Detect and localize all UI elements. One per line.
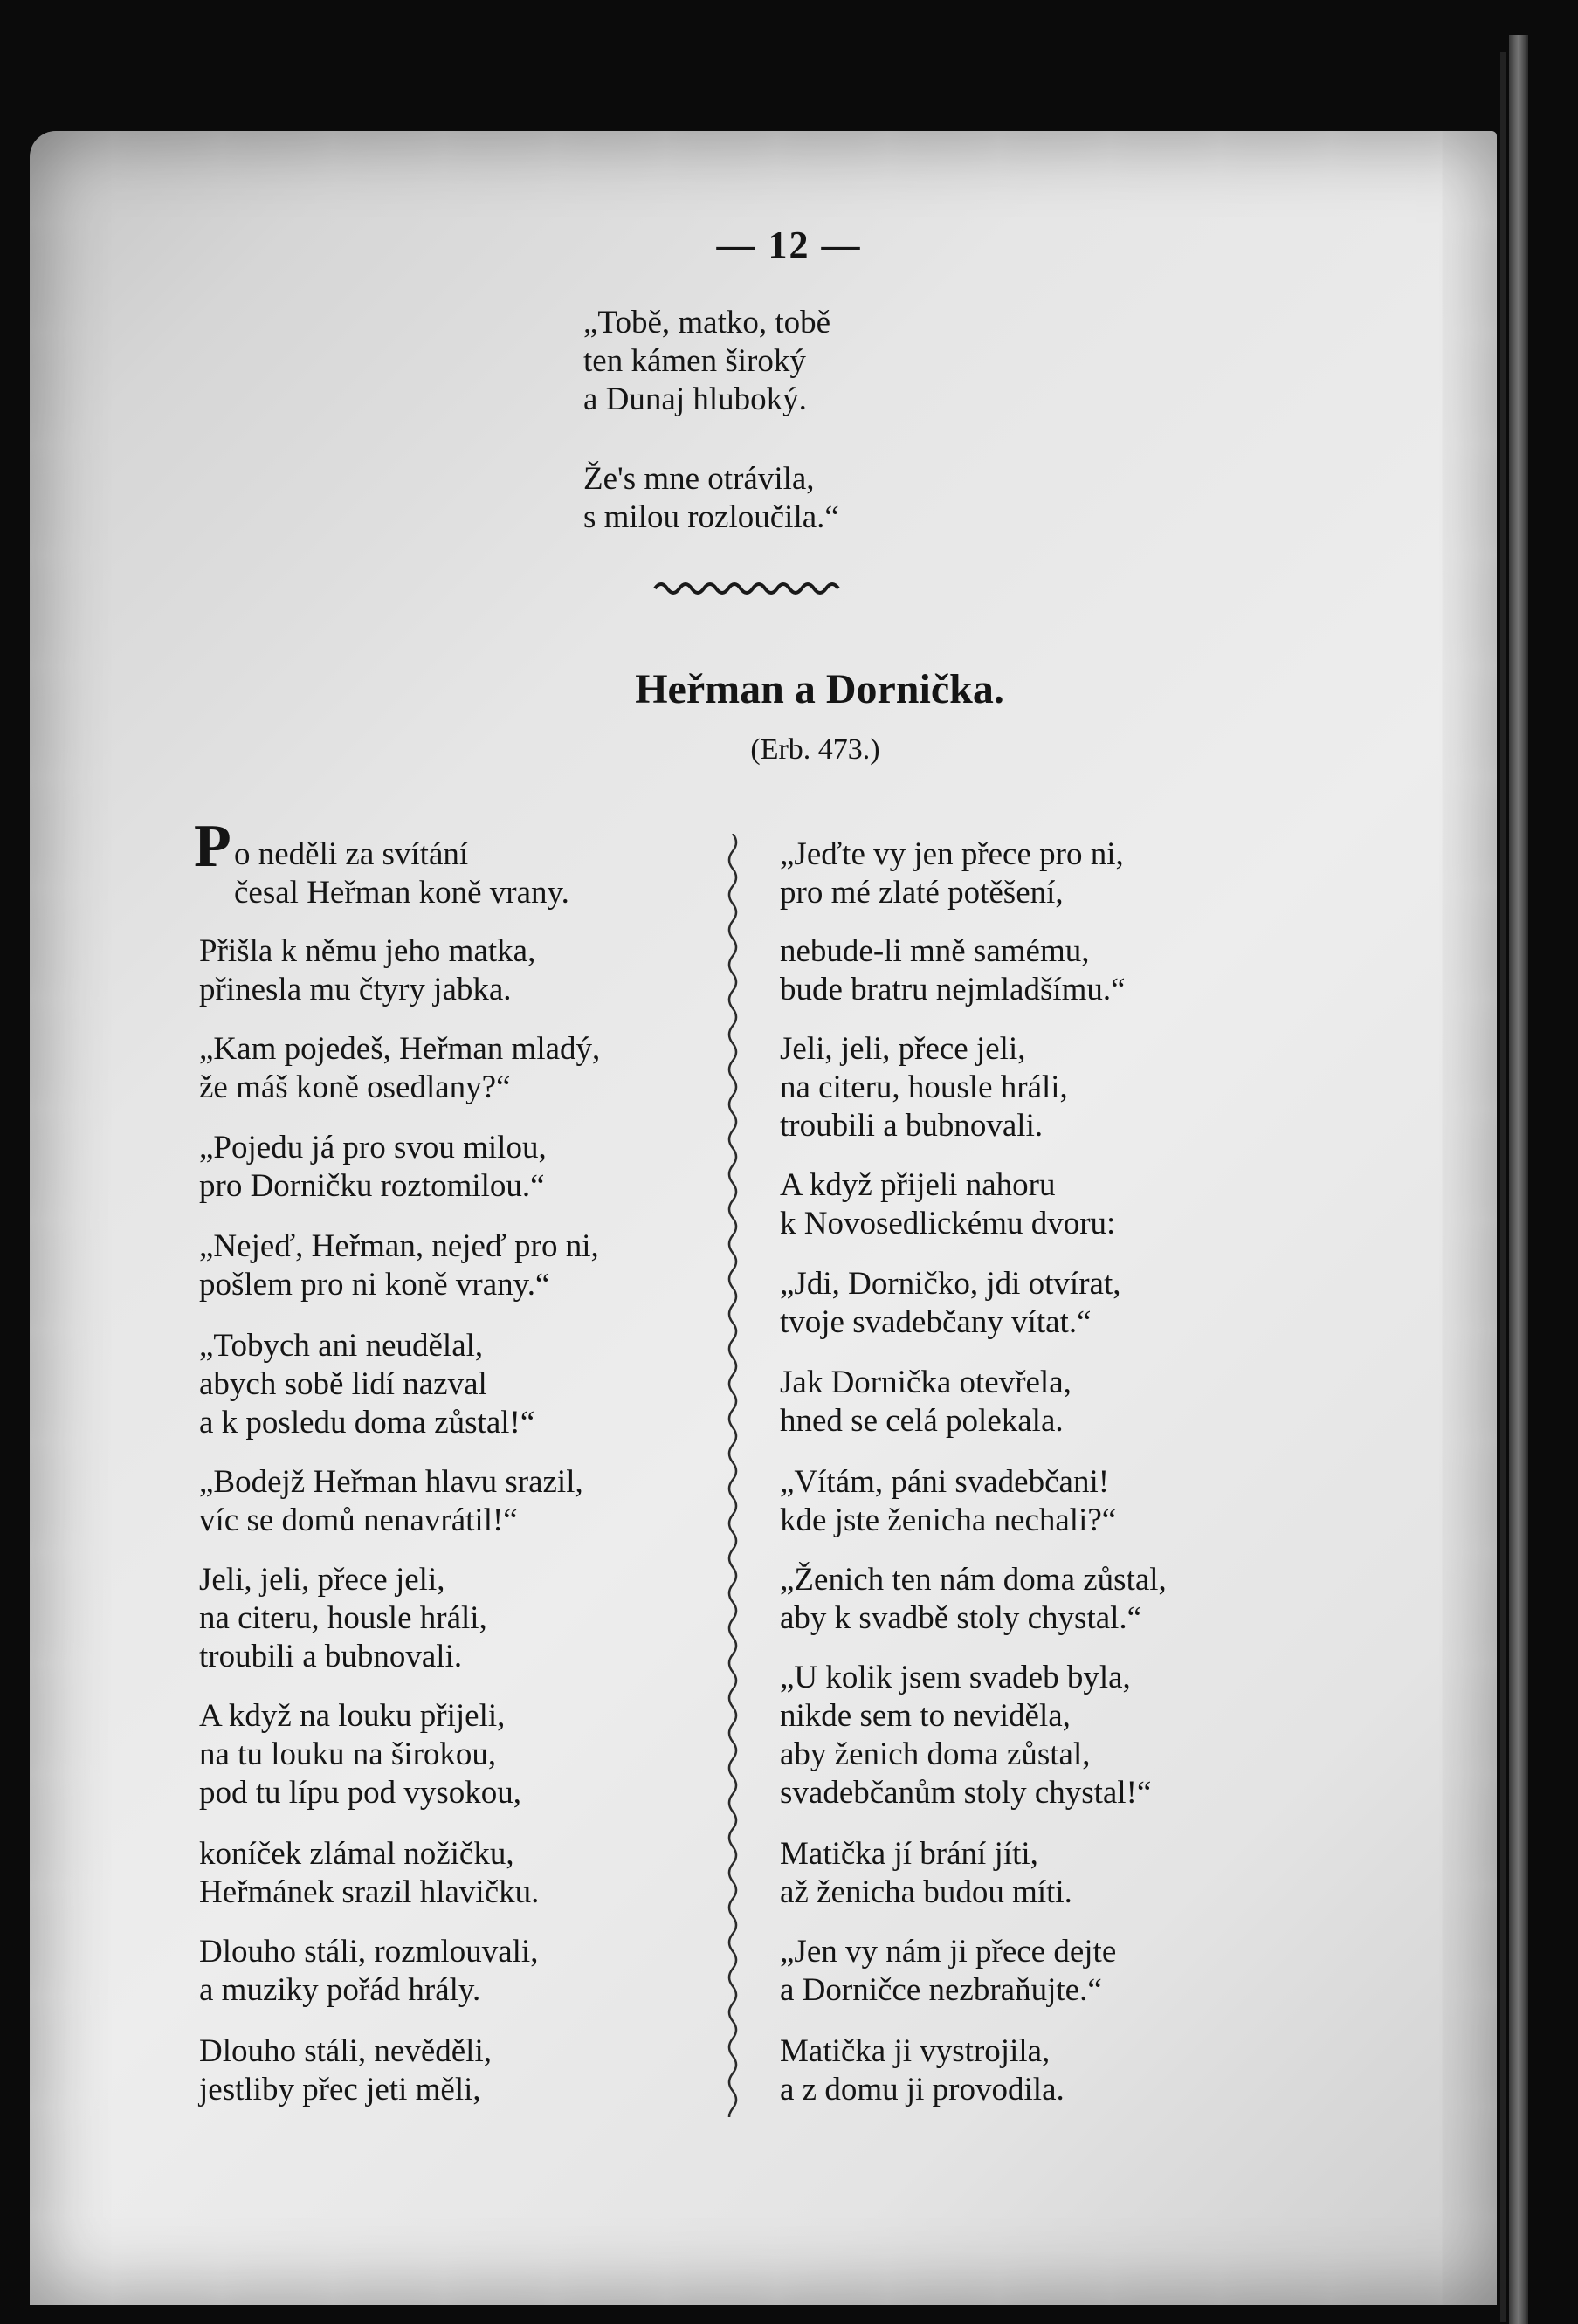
book-edge	[1509, 35, 1528, 2324]
right-stanza-7: „Vítám, páni svadebčani! kde jste ženicha nechali?“	[780, 1464, 1117, 1538]
left-stanza-8: Jeli, jeli, přece jeli, na citeru, housle hráli, troubili a bubnovali.	[199, 1562, 487, 1674]
right-stanza-8: „Ženich ten nám doma zůstal, aby k svadbě stoly chystal.“	[780, 1562, 1167, 1636]
right-stanza-1: „Jeďte vy jen přece pro ni, pro mé zlaté potěšení,	[780, 836, 1124, 911]
right-stanza-10: Matička jí brání jíti, až ženicha budou míti.	[780, 1836, 1072, 1910]
right-stanza-6: Jak Dornička otevřela, hned se celá polekala.	[780, 1365, 1072, 1439]
right-stanza-2: nebude-li mně samému, bude bratru nejmladšímu.“	[780, 933, 1126, 1007]
left-stanza-7: „Bodejž Heřman hlavu srazil, víc se domů nenavrátil!“	[199, 1464, 583, 1538]
page-number: — 12 —	[716, 223, 862, 266]
left-stanza-3: „Kam pojedeš, Heřman mladý, že máš koně osedlany?“	[199, 1031, 601, 1105]
wavy-ornament-divider	[653, 576, 842, 601]
column-divider-wavy-line	[723, 834, 742, 2117]
poem-source: (Erb. 473.)	[750, 733, 880, 766]
page-edge-shadow	[1500, 52, 1506, 2322]
right-stanza-4: A když přijeli nahoru k Novosedlickému dvoru:	[780, 1167, 1116, 1241]
left-stanza-12: Dlouho stáli, nevěděli, jestliby přec jeti měli,	[199, 2033, 492, 2107]
right-stanza-11: „Jen vy nám ji přece dejte a Dorničce nezbraňujte.“	[780, 1934, 1117, 2008]
top-verse-stanza-1: „Tobě, matko, tobě ten kámen široký a Dunaj hluboký.	[583, 305, 831, 417]
left-stanza-10: koníček zlámal nožičku, Heřmánek srazil hlavičku.	[199, 1836, 540, 1910]
right-stanza-12: Matička ji vystrojila, a z domu ji provodila.	[780, 2033, 1065, 2107]
top-verse-stanza-2: Že's mne otrávila, s milou rozloučila.“	[583, 461, 839, 535]
drop-cap: P	[194, 813, 231, 880]
right-stanza-9: „U kolik jsem svadeb byla, nikde sem to neviděla, aby ženich doma zůstal, svadebčanům stoly chystal!“	[780, 1660, 1152, 1811]
left-stanza-2: Přišla k němu jeho matka, přinesla mu čtyry jabka.	[199, 933, 536, 1007]
right-stanza-5: „Jdi, Dorničko, jdi otvírat, tvoje svadebčany vítat.“	[780, 1266, 1121, 1340]
poem-title: Heřman a Dornička.	[635, 666, 1004, 712]
left-stanza-5: „Nejeď, Heřman, nejeď pro ni, pošlem pro ni koně vrany.“	[199, 1228, 599, 1303]
left-stanza-11: Dlouho stáli, rozmlouvali, a muziky pořád hrály.	[199, 1934, 539, 2008]
left-stanza-6: „Tobych ani neudělal, abych sobě lidí nazval a k posledu doma zůstal!“	[199, 1328, 535, 1440]
left-stanza-4: „Pojedu já pro svou milou, pro Dorničku roztomilou.“	[199, 1130, 547, 1204]
left-stanza-9: A když na louku přijeli, na tu louku na širokou, pod tu lípu pod vysokou,	[199, 1698, 521, 1811]
left-stanza-1: o neděli za svítání česal Heřman koně vrany.	[234, 836, 569, 911]
right-stanza-3: Jeli, jeli, přece jeli, na citeru, housle hráli, troubili a bubnovali.	[780, 1031, 1068, 1144]
